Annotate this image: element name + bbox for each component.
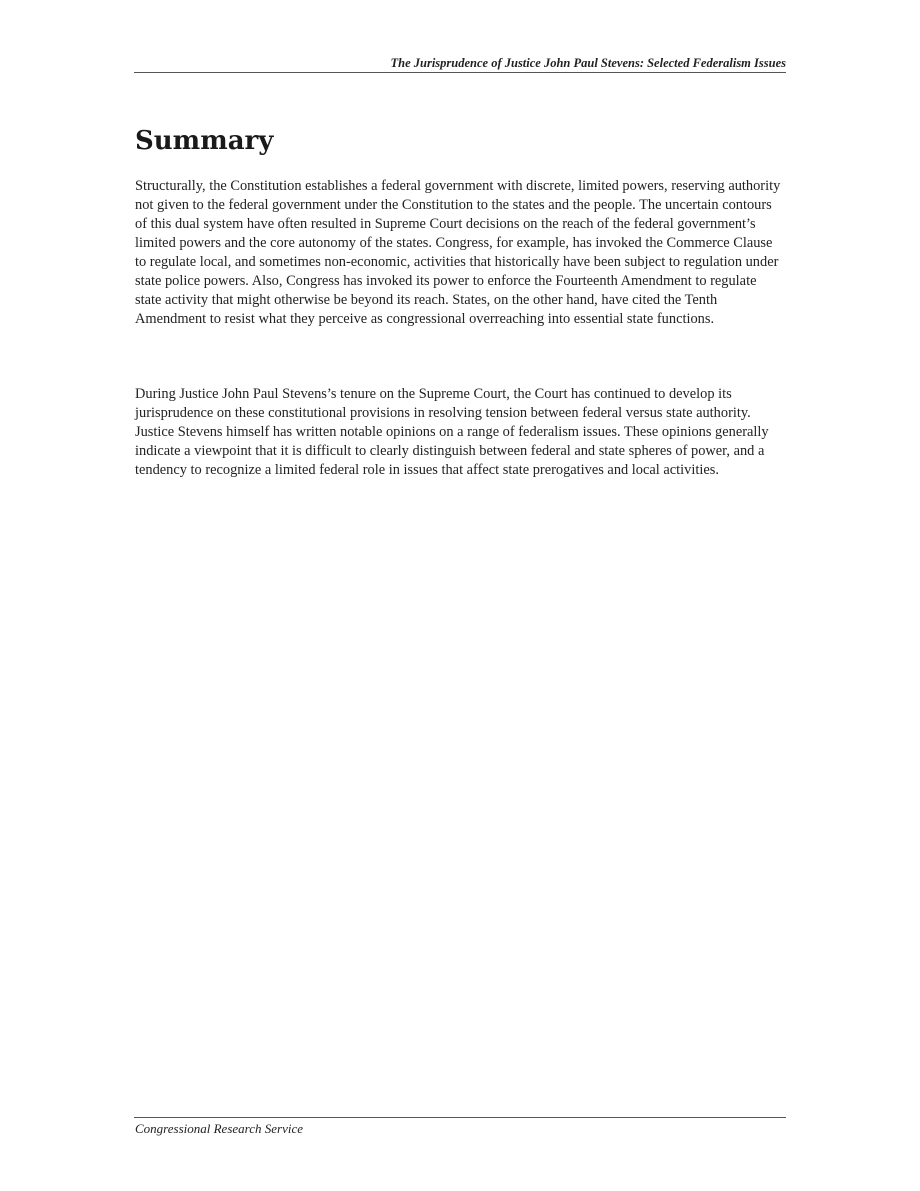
page-title: Summary — [135, 126, 274, 156]
footer-source: Congressional Research Service — [135, 1121, 303, 1136]
footer-divider — [134, 1117, 786, 1118]
summary-paragraph-2: During Justice John Paul Stevens’s tenure on the Supreme Court, the Court has continued to develop its jurisprudence on these constitutional provisions in resolving tension between federal versus state authority. Justice Stevens himself has written notable opinions on a range of federalism issues. These opinions generally indicate a viewpoint that it is difficult to clearly distinguish between federal and state spheres of power, and a tendency to recognize a limited federal role in issues that affect state prerogatives and local activities. — [135, 386, 769, 478]
running-header-title: The Jurisprudence of Justice John Paul Stevens: Selected Federalism Issues — [390, 56, 786, 70]
summary-paragraph-1: Structurally, the Constitution establishes a federal government with discrete, limited powers, reserving authority not given to the federal government under the Constitution to the states and the people. The uncertain contours of this dual system have often resulted in Supreme Court decisions on the reach of the federal government’s limited powers and the core autonomy of the states. Congress, for example, has invoked the Commerce Clause to regulate local, and sometimes non-economic, activities that historically have been subject to regulation under state police powers. Also, Congress has invoked its power to enforce the Fourteenth Amendment to regulate state activity that might otherwise be beyond its reach. States, on the other hand, have cited the Tenth Amendment to resist what they perceive as congressional overreaching into essential state functions. — [135, 178, 781, 327]
header-divider — [134, 72, 786, 73]
